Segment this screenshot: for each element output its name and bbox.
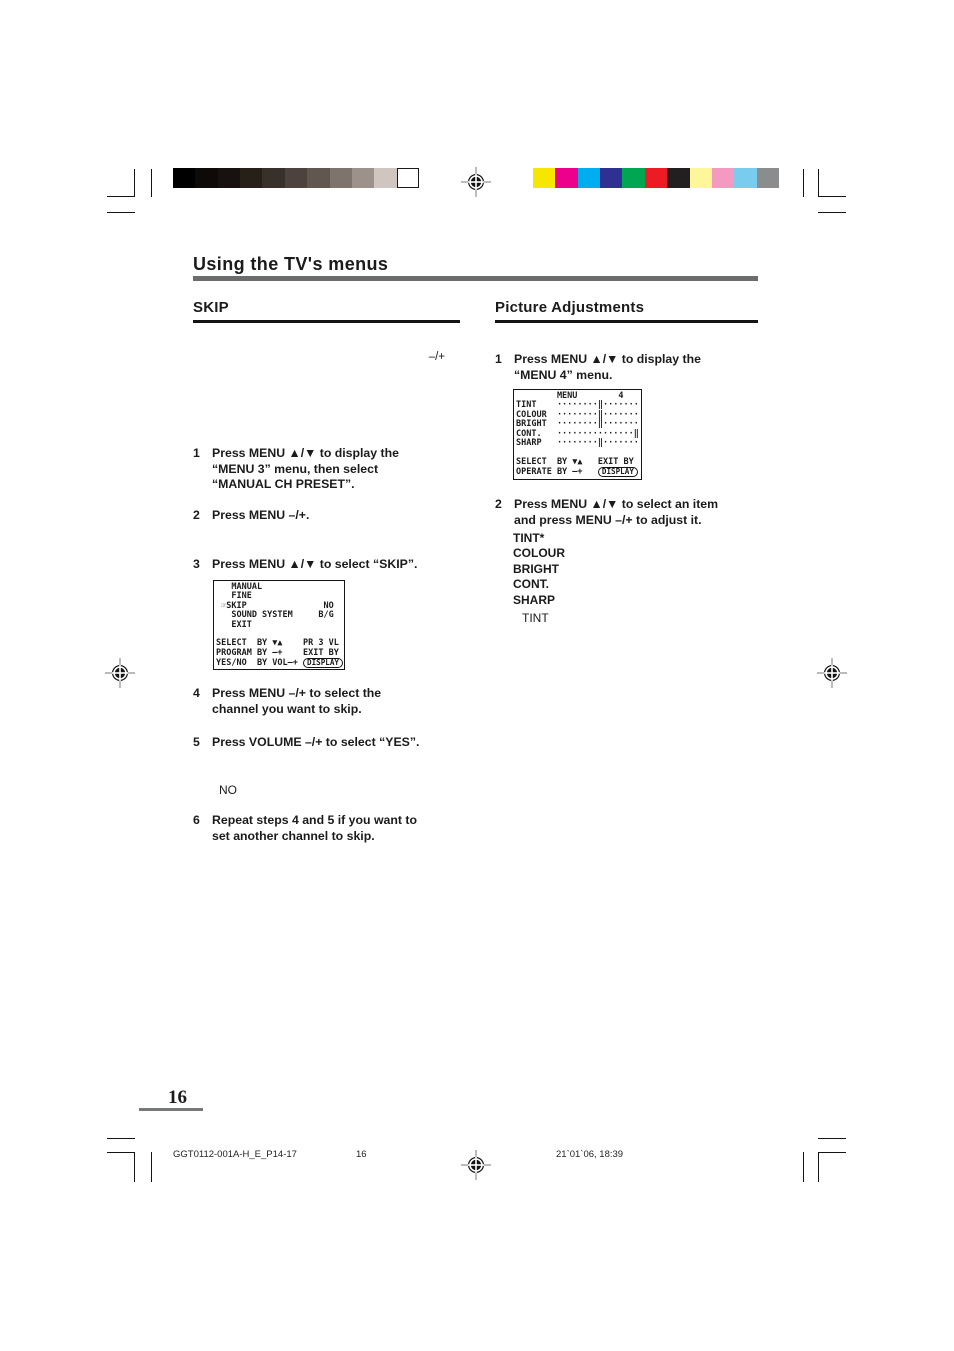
osd-footer-text: OPERATE BY –+ — [516, 467, 598, 478]
gray-swatch — [173, 168, 195, 188]
crop-mark — [818, 196, 846, 197]
footer-page-ref: 16 — [356, 1149, 367, 1160]
step-text: Press MENU ▲/▼ to display the — [212, 446, 399, 460]
color-swatch — [757, 168, 779, 188]
crop-mark — [107, 1138, 135, 1139]
step-text: Press MENU –/+. — [212, 508, 310, 522]
gray-swatch — [218, 168, 240, 188]
color-swatch — [712, 168, 734, 188]
step-text: Press MENU –/+ to select the — [212, 686, 382, 700]
adjust-item: COLOUR — [513, 546, 565, 561]
color-swatch — [600, 168, 622, 188]
osd-line: SELECT BY ▼▲ PR 3 VL — [216, 638, 339, 649]
crop-mark — [818, 212, 846, 213]
gray-swatch — [330, 168, 352, 188]
crop-mark — [818, 1152, 819, 1182]
crop-mark — [134, 169, 135, 197]
step-text: and press MENU –/+ to adjust it. — [514, 512, 702, 527]
page-number: 16 — [168, 1087, 187, 1108]
page-number-rule — [139, 1108, 203, 1111]
osd-footer-text: YES/NO BY VOL–+ — [216, 658, 303, 669]
plus-minus-label: –/+ — [428, 351, 445, 363]
grayscale-calibration-bar — [173, 168, 419, 188]
step-number: 2 — [495, 497, 502, 511]
crop-mark — [818, 169, 819, 197]
step-text: set another channel to skip. — [212, 828, 375, 843]
picture-step-2 — [495, 497, 718, 528]
footer-file-name: GGT0112-001A-H_E_P14-17 — [173, 1149, 297, 1160]
step-number: 6 — [193, 813, 200, 827]
crop-mark — [107, 196, 135, 197]
no-label: NO — [219, 783, 237, 797]
gray-swatch — [240, 168, 262, 188]
crop-mark — [818, 1138, 846, 1139]
crop-mark — [107, 212, 135, 213]
picture-section-heading: Picture Adjustments — [495, 299, 645, 316]
skip-step-5 — [193, 735, 419, 751]
osd-slider-tint: TINT ········‖······· — [516, 400, 639, 411]
skip-step-2 — [193, 508, 309, 524]
display-button-badge: DISPLAY — [598, 467, 638, 477]
step-text: Repeat steps 4 and 5 if you want to — [212, 813, 417, 827]
osd-line-skip-pointer: ☞SKIP NO — [216, 600, 334, 611]
osd-line: EXIT — [216, 619, 252, 630]
osd-line: FINE — [216, 591, 252, 602]
picture-heading-rule — [495, 320, 758, 323]
gray-swatch — [262, 168, 284, 188]
color-swatch — [645, 168, 667, 188]
step-number: 2 — [193, 508, 200, 522]
osd-line — [216, 658, 342, 667]
registration-target-icon — [461, 167, 491, 197]
crop-mark — [818, 1152, 846, 1153]
osd-line: MANUAL — [216, 582, 263, 592]
skip-step-3 — [193, 557, 417, 573]
color-swatch — [555, 168, 577, 188]
crop-mark — [803, 1152, 804, 1182]
adjust-item: TINT* — [513, 531, 545, 545]
crop-mark — [107, 1152, 135, 1153]
step-number: 5 — [193, 735, 200, 749]
gray-swatch — [285, 168, 307, 188]
step-text: Press MENU ▲/▼ to display the — [514, 352, 701, 366]
gray-swatch — [352, 168, 374, 188]
osd-slider-bright: BRIGHT ········‖······· — [516, 419, 639, 430]
title-rule — [193, 276, 758, 281]
step-number: 1 — [193, 446, 200, 460]
step-number: 3 — [193, 557, 200, 571]
osd-line: SOUND SYSTEM B/G — [216, 610, 334, 621]
crop-mark — [151, 1152, 152, 1182]
color-swatch — [690, 168, 712, 188]
osd-line: MENU 4 — [516, 391, 624, 401]
color-swatch — [734, 168, 756, 188]
step-number: 4 — [193, 686, 200, 700]
skip-step-1 — [193, 446, 399, 493]
step-text: Press MENU ▲/▼ to select an item — [514, 497, 719, 511]
step-text: “MANUAL CH PRESET”. — [212, 477, 355, 491]
menu4-osd-screen — [513, 389, 642, 480]
gray-swatch — [307, 168, 329, 188]
registration-target-icon — [817, 658, 847, 688]
step-text: Press VOLUME –/+ to select “YES”. — [212, 735, 420, 749]
osd-slider-colour: COLOUR ········‖······· — [516, 409, 639, 420]
adjust-item-list — [513, 531, 565, 608]
page-title: Using the TV's menus — [193, 254, 389, 274]
display-button-badge: DISPLAY — [303, 658, 343, 668]
crop-mark — [803, 169, 804, 197]
color-swatch — [533, 168, 555, 188]
step-text: channel you want to skip. — [212, 701, 362, 716]
color-swatch — [622, 168, 644, 188]
menu3-osd-screen — [213, 580, 345, 670]
gray-swatch — [374, 168, 396, 188]
footer-timestamp: 21`01`06, 18:39 — [556, 1149, 624, 1160]
osd-slider-sharp: SHARP ········‖······· — [516, 437, 639, 448]
step-text: Press MENU ▲/▼ to select “SKIP”. — [212, 557, 418, 571]
picture-step-1 — [495, 352, 701, 383]
step-text: “MENU 3” menu, then select — [212, 461, 379, 476]
skip-section-heading: SKIP — [193, 299, 229, 316]
color-swatch — [667, 168, 689, 188]
osd-slider-cont: CONT. ···············‖ — [516, 428, 639, 439]
tint-label: TINT — [522, 611, 549, 625]
gray-swatch — [397, 168, 419, 188]
skip-step-4 — [193, 686, 381, 717]
adjust-item: SHARP — [513, 592, 556, 607]
registration-target-icon — [461, 1150, 491, 1180]
adjust-item: CONT. — [513, 577, 549, 592]
adjust-item: BRIGHT — [513, 561, 559, 576]
skip-step-6 — [193, 813, 417, 844]
color-swatch — [578, 168, 600, 188]
color-calibration-bar — [533, 168, 779, 188]
crop-mark — [151, 169, 152, 197]
osd-line: SELECT BY ▼▲ EXIT BY — [516, 456, 634, 467]
gray-swatch — [195, 168, 217, 188]
step-text: “MENU 4” menu. — [514, 367, 613, 382]
osd-line: PROGRAM BY –+ EXIT BY — [216, 647, 339, 658]
crop-mark — [134, 1152, 135, 1182]
skip-heading-rule — [193, 320, 460, 323]
step-number: 1 — [495, 352, 502, 366]
registration-target-icon — [105, 658, 135, 688]
osd-line — [516, 467, 639, 476]
